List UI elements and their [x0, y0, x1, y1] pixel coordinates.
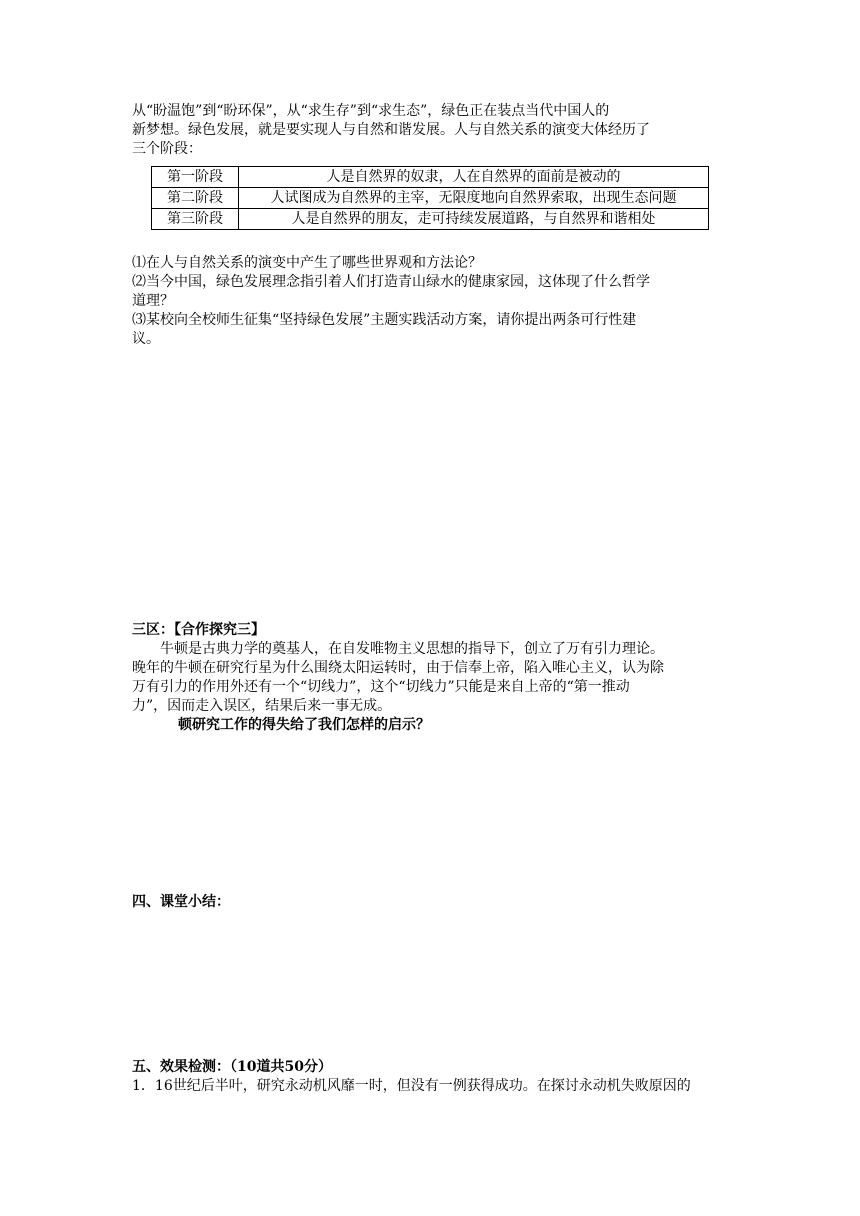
section-4-heading: 四、课堂小结： [132, 894, 230, 910]
stage-description: 人试图成为自然界的主宰，无限度地向自然界索取，出现生态问题 [239, 188, 709, 209]
question-2: ⑵当今中国，绿色发展理念指引着人们打造青山绿水的健康家园，这体现了什么哲学 [132, 274, 650, 290]
questions-block [132, 254, 732, 349]
table-row [152, 188, 709, 209]
intro-line: 三个阶段： [132, 141, 202, 157]
section-4 [132, 893, 732, 912]
stages-table [151, 166, 709, 230]
question-1: ⑴在人与自然关系的演变中产生了哪些世界观和方法论？ [132, 255, 482, 271]
question-3-cont: 议。 [132, 331, 160, 347]
intro-line: 新梦想。绿色发展，就是要实现人与自然和谐发展。人与自然关系的演变大体经历了 [132, 122, 650, 138]
section-5-heading: 五、效果检测：（10道共50分） [132, 1059, 332, 1075]
section-5-question-1: 1．16世纪后半叶，研究永动机风靡一时，但没有一例获得成功。在探讨永动机失败原因的 [132, 1078, 691, 1094]
intro-paragraph [132, 102, 732, 159]
table-row [152, 209, 709, 230]
stage-name: 第三阶段 [152, 209, 239, 230]
stage-name: 第一阶段 [152, 167, 239, 188]
question-2-cont: 道理？ [132, 293, 174, 309]
section-3-line: 牛顿是古典力学的奠基人，在自发唯物主义思想的指导下，创立了万有引力理论。 [160, 641, 664, 657]
table-row [152, 167, 709, 188]
section-3-line: 万有引力的作用外还有一个“切线力”，这个“切线力”只能是来自上帝的“第一推动 [132, 679, 630, 695]
stage-description: 人是自然界的奴隶，人在自然界的面前是被动的 [239, 167, 709, 188]
section-3-line: 晚年的牛顿在研究行星为什么围绕太阳运转时，由于信奉上帝，陷入唯心主义，认为除 [132, 660, 664, 676]
section-5 [132, 1058, 732, 1096]
intro-line: 从“盼温饱”到“盼环保”，从“求生存”到“求生态”，绿色正在装点当代中国人的 [132, 103, 610, 119]
section-3-question: 顿研究工作的得失给了我们怎样的启示？ [178, 717, 430, 733]
section-3 [132, 621, 732, 735]
question-3: ⑶某校向全校师生征集“坚持绿色发展”主题实践活动方案，请你提出两条可行性建 [132, 312, 637, 328]
section-3-heading: 三区：【合作探究三】 [132, 622, 265, 638]
stage-description: 人是自然界的朋友，走可持续发展道路，与自然界和谐相处 [239, 209, 709, 230]
stage-name: 第二阶段 [152, 188, 239, 209]
section-3-line: 力”，因而走入误区，结果后来一事无成。 [132, 698, 392, 714]
